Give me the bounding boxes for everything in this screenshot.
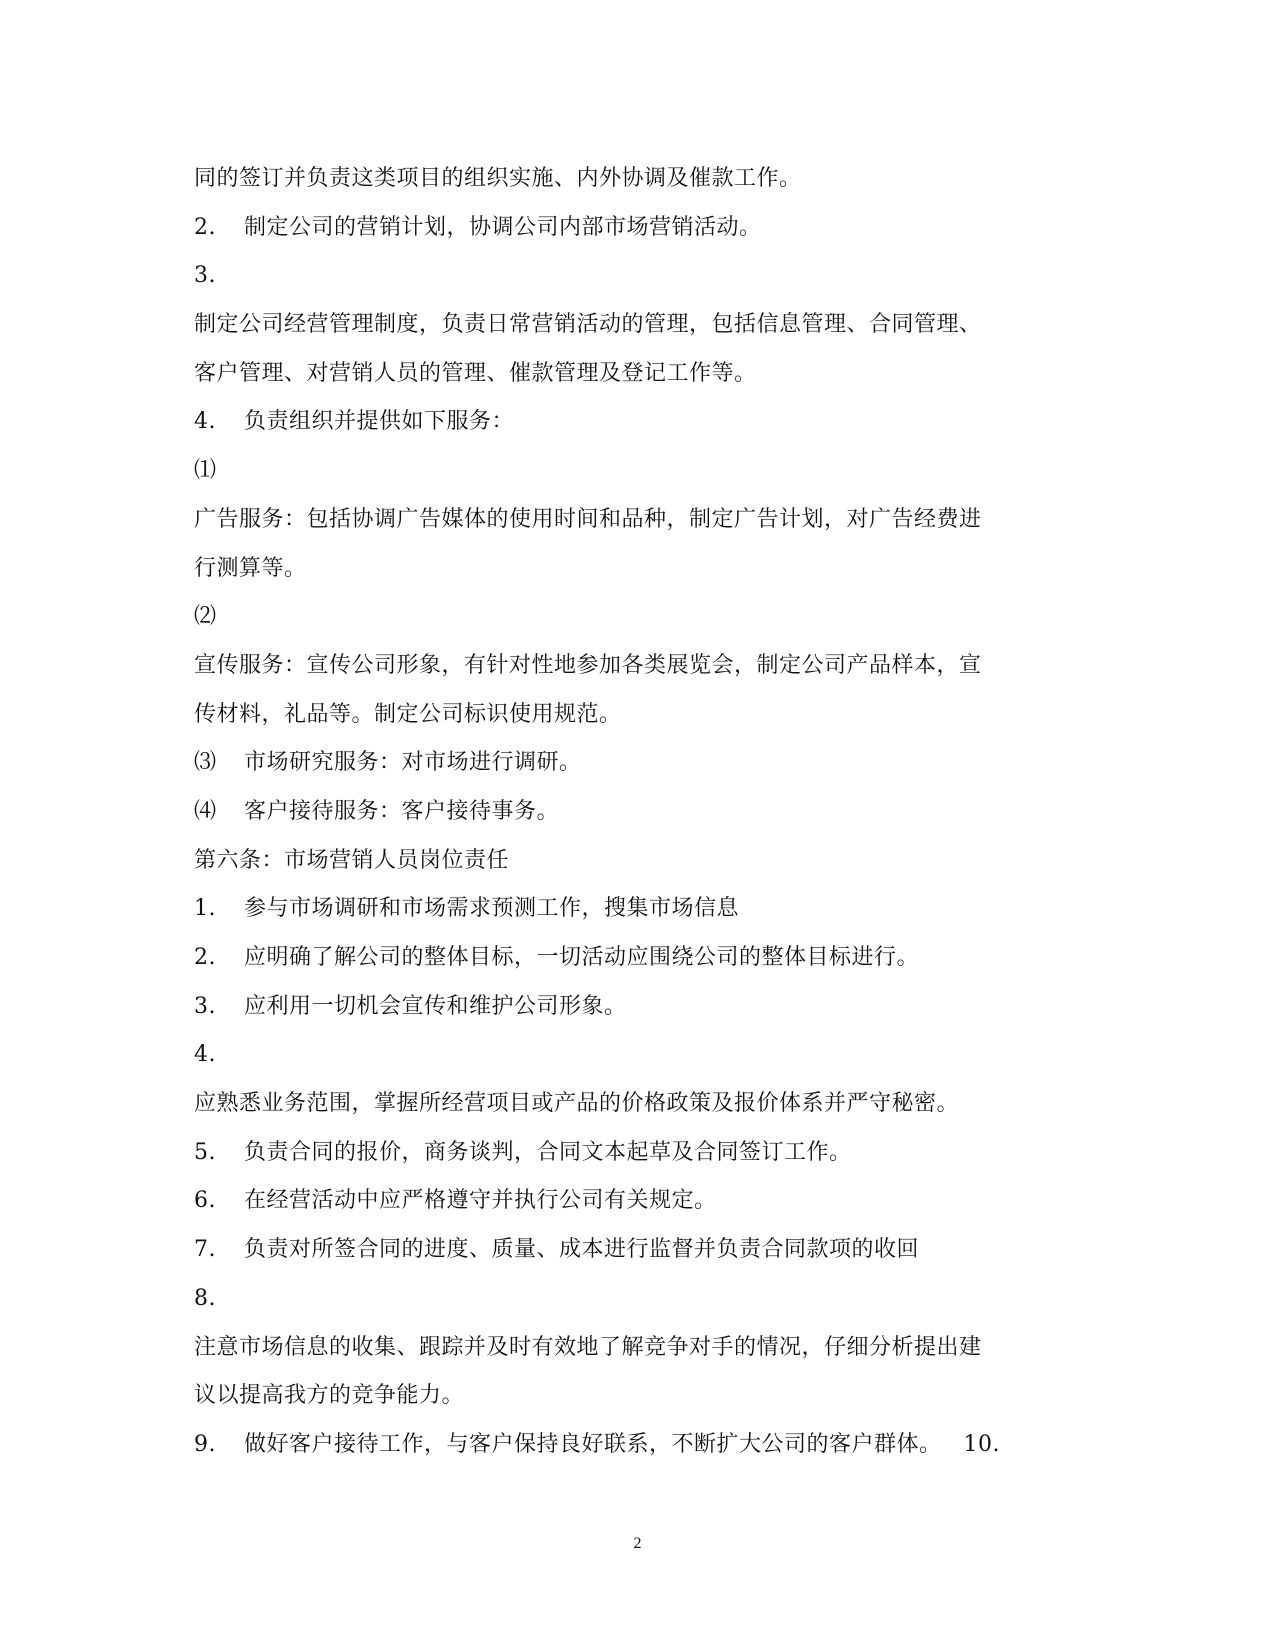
list-item [194,1177,1074,1226]
list-number: 2. [194,945,216,970]
text-line: 注意市场信息的收集、跟踪并及时有效地了解竞争对手的情况，仔细分析提出建 [194,1334,982,1360]
sub-item-number: ⑷ [194,798,217,824]
next-list-number: 10. [963,1431,1001,1457]
text-line: 客户管理、对营销人员的管理、催款管理及登记工作等。 [194,360,757,386]
list-text: 制定公司的营销计划，协调公司内部市场营销活动。 [244,214,762,240]
list-number: 5. [194,1139,216,1165]
list-number-line: 8. [194,1285,216,1311]
list-item [194,1421,1074,1470]
list-item [194,934,1074,983]
list-text: 负责对所签合同的进度、质量、成本进行监督并负责合同款项的收回 [244,1237,920,1263]
sub-item [194,788,1074,837]
list-number: 6. [194,1188,216,1214]
text-line: 同的签订并负责这类项目的组织实施、内外协调及催款工作。 [194,166,802,191]
list-item [194,1226,1074,1275]
text-line: 行测算等。 [194,555,307,581]
text-line: 应熟悉业务范围，掌握所经营项目或产品的价格政策及报价体系并严守秘密。 [194,1091,960,1117]
list-number-line: 3. [194,263,216,289]
list-text: 做好客户接待工作，与客户保持良好联系，不断扩大公司的客户群体。 [244,1431,942,1457]
list-text: 应明确了解公司的整体目标，一切活动应围绕公司的整体目标进行。 [244,945,920,970]
text-line: 传材料，礼品等。制定公司标识使用规范。 [194,701,622,727]
text-line: 议以提高我方的竞争能力。 [194,1383,465,1409]
list-number: 7. [194,1237,216,1263]
list-number-line: 4. [194,1042,216,1068]
list-text: 负责组织并提供如下服务： [244,409,515,435]
list-item [194,1129,1074,1178]
text-line: 制定公司经营管理制度，负责日常营销活动的管理，包括信息管理、合同管理、 [194,312,982,338]
document-body [194,155,1074,1470]
list-number: 1. [194,896,216,922]
list-text: 参与市场调研和市场需求预测工作，搜集市场信息 [244,896,740,922]
page-number: 2 [633,1535,642,1552]
sub-item-number-line: ⑵ [194,604,217,630]
list-item [194,983,1074,1032]
list-number: 9. [194,1431,216,1457]
list-number: 4. [194,409,216,435]
sub-item-number-line: ⑴ [194,458,217,484]
list-text: 在经营活动中应严格遵守并执行公司有关规定。 [244,1188,717,1214]
list-number: 2. [194,214,216,240]
sub-item-text: 市场研究服务：对市场进行调研。 [244,750,582,776]
list-text: 应利用一切机会宣传和维护公司形象。 [244,993,627,1019]
list-number: 3. [194,993,216,1019]
section-heading: 第六条：市场营销人员岗位责任 [194,847,510,873]
sub-item-text: 客户接待服务：客户接待事务。 [244,798,560,824]
text-line: 宣传服务：宣传公司形象，有针对性地参加各类展览会，制定公司产品样本，宣 [194,652,982,678]
list-text: 负责合同的报价，商务谈判，合同文本起草及合同签订工作。 [244,1139,852,1165]
sub-item-number: ⑶ [194,750,217,776]
sub-item [194,739,1074,788]
text-line: 广告服务：包括协调广告媒体的使用时间和品种，制定广告计划，对广告经费进 [194,506,982,532]
list-item [194,204,1074,253]
list-item [194,398,1074,447]
list-item [194,885,1074,934]
